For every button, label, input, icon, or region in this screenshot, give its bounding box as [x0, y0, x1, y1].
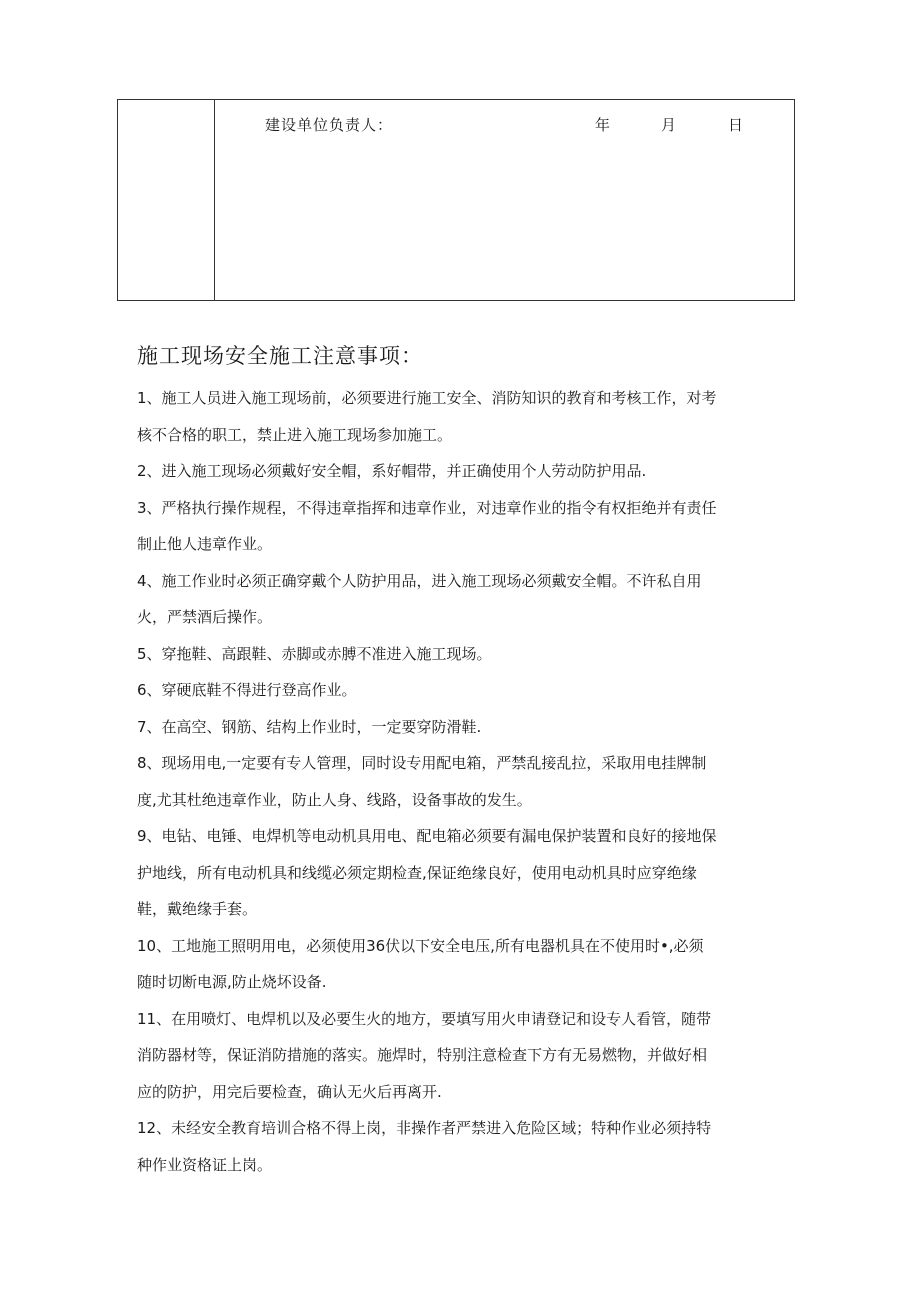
signature-year: 年	[595, 116, 611, 134]
note-item: 12、未经安全教育培训合格不得上岗，非操作者严禁进入危险区域；特种作业必须持特 种作业资格证上岗。	[137, 1119, 712, 1174]
signature-label: 建设单位负责人：	[265, 116, 394, 134]
signature-table-left-cell	[118, 100, 215, 300]
note-item: 7、在高空、钢筋、结构上作业时，一定要穿防滑鞋.	[137, 717, 482, 736]
note-item: 11、在用喷灯、电焊机以及必要生火的地方，要填写用火申请登记和设专人看管，随带 消防器材等，保证消防措施的落实。施焊时，特别注意检查下方有无易燃物，并做好相 应的防护，用完后要检查，确认无火后再离开.	[137, 1009, 712, 1101]
signature-table	[117, 99, 795, 301]
note-item: 8、现场用电,一定要有专人管理，同时设专用配电箱，严禁乱接乱拉，采取用电挂牌制 度,尤其杜绝违章作业，防止人身、线路，设备事故的发生。	[137, 754, 707, 809]
note-item: 9、电钻、电锤、电焊机等电动机具用电、配电箱必须要有漏电保护装置和良好的接地保 护地线，所有电动机具和线缆必须定期检查,保证绝缘良好，使用电动机具时应穿绝缘 鞋，戴绝缘手套。	[137, 827, 717, 918]
signature-day: 日	[728, 116, 744, 134]
note-item: 10、工地施工照明用电，必须使用36伏以下安全电压,所有电器机具在不使用时•,必须 随时切断电源,防止烧坏设备.	[137, 936, 704, 991]
note-item: 6、穿硬底鞋不得进行登高作业。	[137, 681, 357, 699]
notes-list	[137, 380, 797, 1183]
notes-title: 施工现场安全施工注意事项：	[137, 344, 423, 368]
note-item: 2、进入施工现场必须戴好安全帽，系好帽带，并正确使用个人劳动防护用品.	[137, 462, 647, 480]
note-item: 1、施工人员进入施工现场前，必须要进行施工安全、消防知识的教育和考核工作，对考 核不合格的职工，禁止进入施工现场参加施工。	[137, 389, 717, 444]
note-item: 3、严格执行操作规程，不得违章指挥和违章作业，对违章作业的指令有权拒绝并有责任 制止他人违章作业。	[137, 498, 717, 553]
note-item: 4、施工作业时必须正确穿戴个人防护用品，进入施工现场必须戴安全帽。不许私自用 火，严禁酒后操作。	[137, 571, 702, 626]
signature-month: 月	[661, 116, 677, 134]
note-item: 5、穿拖鞋、高跟鞋、赤脚或赤膊不准进入施工现场。	[137, 644, 492, 663]
